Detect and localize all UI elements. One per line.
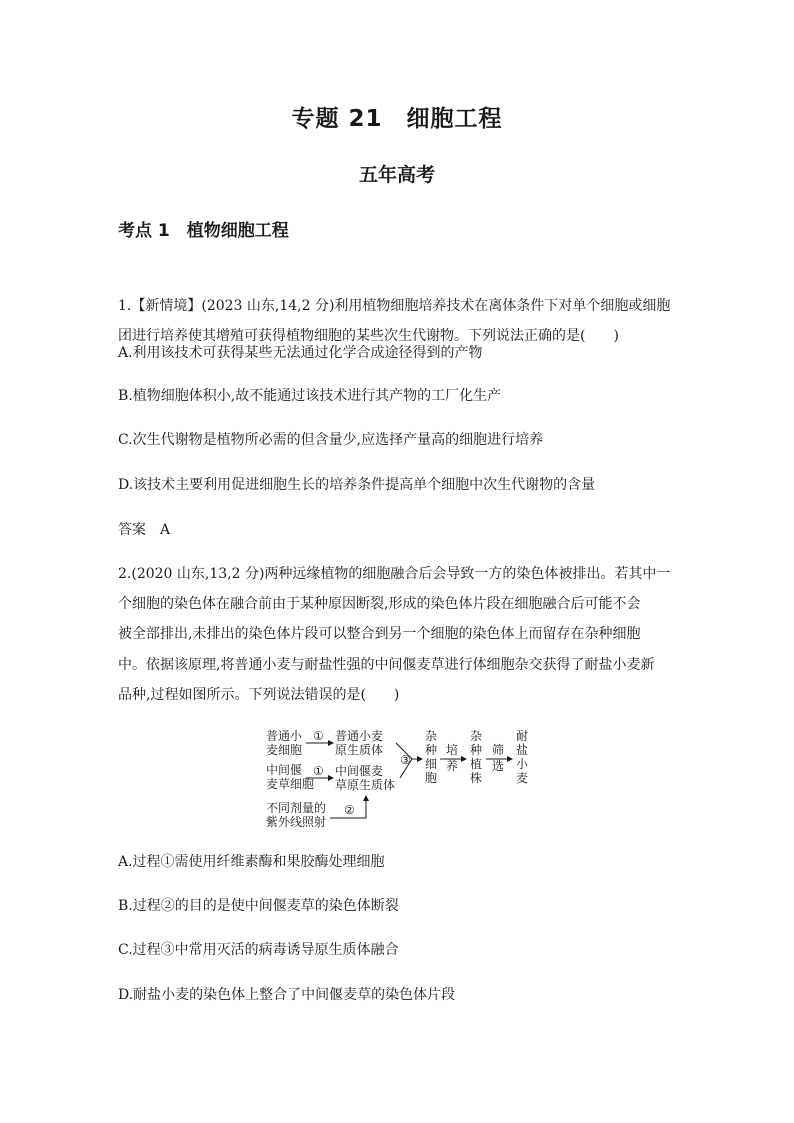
uv-label-1: 不同剂量的 (266, 801, 327, 815)
grass-protoplast-label-1: 中间偃麦 (335, 764, 384, 778)
salt-wheat-char-4: 麦 (516, 771, 529, 785)
q1-option-d: D.该技术主要利用促进细胞生长的培养条件提高单个细胞中次生代谢物的含量 (118, 477, 596, 493)
wheat-cell-label-2: 麦细胞 (266, 743, 303, 757)
q2-stem-line-5: 品种,过程如图所示。下列说法错误的是( ) (118, 687, 400, 703)
hybrid-cell-char-2: 种 (425, 743, 438, 757)
hybrid-plant-char-4: 株 (470, 771, 483, 785)
q2-option-c: C.过程③中常用灭活的病毒诱导原生质体融合 (118, 942, 399, 958)
culture-char-1: 培 (446, 743, 459, 757)
hybrid-cell-char-4: 胞 (425, 771, 438, 785)
q1-stem-line-1: 1.【新情境】(2023 山东,14,2 分)利用植物细胞培养技术在离体条件下对单个细胞或细胞 (118, 298, 671, 314)
grass-protoplast-label-2: 草原生质体 (335, 778, 396, 792)
page-subtitle: 五年高考 (358, 164, 435, 186)
step-1b-label: ① (313, 764, 324, 778)
q1-option-a: A.利用该技术可获得某些无法通过化学合成途径得到的产物 (118, 345, 483, 361)
q1-stem-line-2: 团进行培养使其增殖可获得植物细胞的某些次生代谢物。下列说法正确的是( ) (118, 328, 619, 344)
salt-wheat-char-3: 小 (516, 757, 529, 771)
uv-label-2: 紫外线照射 (266, 815, 327, 829)
wheat-protoplast-label-2: 原生质体 (335, 743, 384, 757)
screen-char-2: 选 (492, 759, 505, 773)
q2-stem-line-1: 2.(2020 山东,13,2 分)两种远缘植物的细胞融合后会导致一方的染色体被排出。若其中一 (118, 566, 671, 582)
q1-answer: 答案 A (118, 522, 171, 538)
hybrid-plant-char-2: 种 (470, 743, 483, 757)
q2-stem-line-3: 被全部排出,未排出的染色体片段可以整合到另一个细胞的染色体上而留存在杂种细胞 (118, 626, 641, 642)
hybrid-cell-char-1: 杂 (425, 729, 438, 743)
q2-option-a: A.过程①需使用纤维素酶和果胶酶处理细胞 (118, 854, 385, 870)
q2-option-d: D.耐盐小麦的染色体上整合了中间偃麦草的染色体片段 (118, 987, 456, 1003)
section-heading: 考点 1 植物细胞工程 (118, 221, 289, 241)
salt-wheat-char-2: 盐 (516, 743, 529, 757)
step-2-label: ② (344, 803, 355, 817)
process-diagram (262, 726, 542, 834)
q1-option-b: B.植物细胞体积小,故不能通过该技术进行其产物的工厂化生产 (118, 388, 502, 404)
wheat-protoplast-label-1: 普通小麦 (335, 729, 384, 743)
q2-stem-line-4: 中。依据该原理,将普通小麦与耐盐性强的中间偃麦草进行体细胞杂交获得了耐盐小麦新 (118, 657, 655, 673)
q1-option-c: C.次生代谢物是植物所必需的但含量少,应选择产量高的细胞进行培养 (118, 432, 544, 448)
grass-cell-label-2: 麦草细胞 (266, 777, 315, 791)
q2-option-b: B.过程②的目的是使中间偃麦草的染色体断裂 (118, 898, 399, 914)
q2-stem-line-2: 个细胞的染色体在融合前由于某种原因断裂,形成的染色体片段在细胞融合后可能不会 (118, 596, 641, 612)
hybrid-cell-char-3: 细 (425, 757, 438, 771)
page-title: 专题 21 细胞工程 (291, 106, 503, 132)
screen-char-1: 筛 (492, 743, 505, 757)
culture-char-2: 养 (446, 759, 459, 773)
step-3-label: ③ (400, 753, 411, 767)
wheat-cell-label-1: 普通小 (266, 729, 303, 743)
step-1a-label: ① (313, 729, 324, 743)
grass-cell-label-1: 中间偃 (266, 763, 303, 777)
hybrid-plant-char-3: 植 (470, 757, 483, 771)
salt-wheat-char-1: 耐 (516, 729, 529, 743)
hybrid-plant-char-1: 杂 (470, 729, 483, 743)
